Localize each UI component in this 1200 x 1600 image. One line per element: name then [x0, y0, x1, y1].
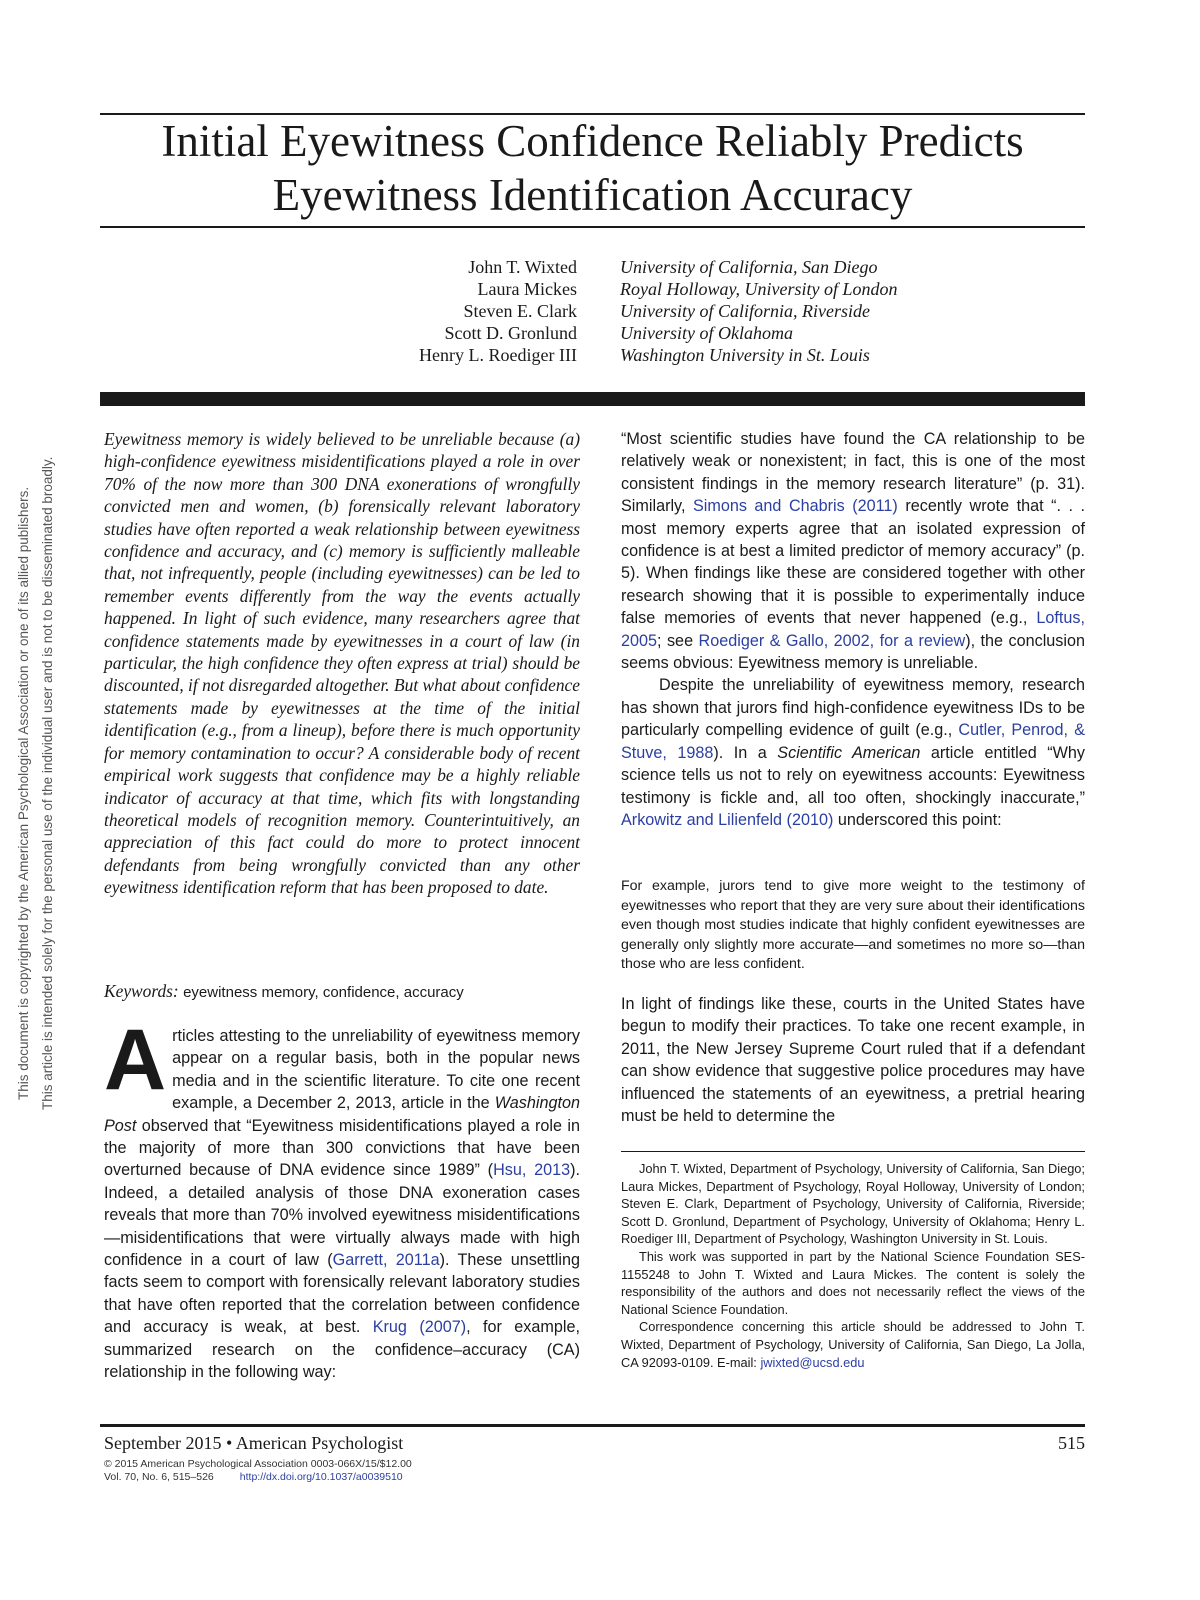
body-right-column-continued — [621, 993, 1085, 1127]
title-line-1: Initial Eyewitness Confidence Reliably Predicts — [161, 116, 1024, 166]
footer-rule — [100, 1424, 1085, 1427]
body-text: ; see — [657, 631, 699, 650]
body-paragraph: In light of findings like these, courts in the United States have begun to modify their practices. To take one recent example, in 2011, the New Jersey Supreme Court ruled that if a defendant can show evidence that suggestive police procedures may have influenced the statements of an eyewitness, a pretrial hearing must be held to determine the — [621, 995, 1085, 1126]
body-paragraph — [104, 1012, 581, 1384]
body-text: recently wrote that “. . . most memory experts agree that an isolated expression of confidence is at best a limited predictor of memory accuracy” (p. 5). When findings like these are considered together with other research showing that it is possible to experimentally induce false memories of events that never happened (e.g., — [621, 497, 1085, 628]
sidebar-line-1: This document is copyrighted by the American Psychological Association or one of its allied publishers. — [16, 486, 31, 1100]
body-text: ), the conclusion seems obvious: Eyewitness memory is unreliable. — [621, 631, 1086, 673]
author-affiliation: University of California, Riverside — [620, 301, 870, 321]
body-paragraph — [621, 674, 1085, 831]
body-text: Despite the unreliability of eyewitness memory, research has shown that jurors find high-confidence eyewitness IDs to be particularly compelling evidence of guilt (e.g., — [621, 676, 1085, 740]
body-text: underscored this point: — [833, 810, 1002, 829]
body-italic: Washington Post — [104, 1094, 580, 1135]
body-text: ). Indeed, a detailed analysis of those DNA exoneration cases reveals that more than 70% involved eyewitness misidentifications—misidentifications that were virtually always made with high confidence in a court of law ( — [104, 1161, 581, 1270]
footer-volume: Vol. 70, No. 6, 515–526 — [104, 1471, 214, 1483]
title-bottom-rule — [100, 226, 1085, 228]
drop-cap: A — [104, 1012, 167, 1108]
body-right-column — [621, 428, 1085, 831]
citation-link-simons[interactable]: Simons and Chabris (2011) — [692, 497, 898, 516]
author-footnotes — [621, 1160, 1085, 1371]
body-text: , for example, summarized research on the confidence–accuracy (CA) relationship in the following way: — [104, 1318, 580, 1382]
abstract-bar — [100, 392, 1085, 406]
body-text: “Most scientific studies have found the CA relationship to be relatively weak or nonexistent; in fact, this is one of the most consistent findings in the memory research literature” (p. 31). Similarly, — [621, 430, 1085, 516]
sidebar-line-2: This article is intended solely for the personal use of the individual user and is not to be disseminated broadly. — [40, 456, 55, 1110]
citation-link-roediger[interactable]: Roediger & Gallo, 2002, for a review — [698, 631, 966, 650]
author-name: Steven E. Clark — [463, 301, 577, 321]
footer-copyright: © 2015 American Psychological Association 0003-066X/15/$12.00 — [104, 1458, 412, 1470]
body-paragraph — [621, 428, 1085, 674]
email-link[interactable]: jwixted@ucsd.edu — [760, 1354, 865, 1370]
author-name: Laura Mickes — [477, 279, 577, 299]
body-italic: Scientific American — [777, 743, 921, 762]
author-name: Scott D. Gronlund — [444, 323, 577, 343]
page-number: 515 — [1058, 1433, 1085, 1453]
footnote-affiliations: John T. Wixted, Department of Psychology, University of California, San Diego; Laura Mickes, Department of Psychology, Royal Holloway, University of London; Steven E. Clark, Department of Psychology, University of California, Riverside; Scott D. Gronlund, Department of Psychology, University of Oklahoma; Henry L. Roediger III, Department of Psychology, Washington University in St. Louis. — [621, 1161, 1085, 1247]
body-text: ). In a — [713, 743, 778, 762]
citation-link-arkowitz[interactable]: Arkowitz and Lilienfeld (2010) — [621, 810, 834, 829]
copyright-sidebar — [10, 410, 70, 1110]
author-name: Henry L. Roediger III — [419, 345, 577, 365]
citation-link-loftus[interactable]: Loftus, 2005 — [621, 609, 1085, 650]
keywords-label: Keywords: — [104, 981, 179, 1001]
footer-publication-info — [104, 1458, 412, 1484]
author-affiliation: University of California, San Diego — [620, 257, 878, 277]
author-row — [0, 301, 1200, 323]
body-text: ). These unsettling facts seem to comport with forensically relevant laboratory studies that have often reported that the correlation between confidence and accuracy is weak, at best. — [104, 1251, 580, 1337]
footnote-text: Correspondence concerning this article should be addressed to John T. Wixted, Department of Psychology, University of California, San Diego, La Jolla, CA 92093-0109. E-mail: — [621, 1319, 1085, 1370]
author-affiliation: University of Oklahoma — [620, 323, 793, 343]
journal-footer: September 2015 • American Psychologist — [104, 1433, 404, 1453]
footnote-funding: This work was supported in part by the National Science Foundation SES-1155248 to John T. Wixted and Laura Mickes. The content is solely the responsibility of the authors and does not necessarily reflect the views of the National Science Foundation. — [621, 1248, 1085, 1317]
author-name: John T. Wixted — [468, 257, 577, 277]
citation-link-krug[interactable]: Krug (2007) — [372, 1318, 467, 1337]
author-row — [0, 279, 1200, 301]
block-quote: For example, jurors tend to give more weight to the testimony of eyewitnesses who report that they are very sure about their identifications even though most studies indicate that highly confident eyewitnesses are generally only slightly more accurate—and sometimes no more so—than those who are less confident. — [621, 878, 1085, 972]
page-title — [100, 114, 1085, 222]
doi-link[interactable]: http://dx.doi.org/10.1037/a0039510 — [239, 1471, 403, 1483]
footnote-correspondence — [621, 1318, 1085, 1371]
citation-link-garrett[interactable]: Garrett, 2011a — [332, 1251, 440, 1270]
footnote-rule — [621, 1151, 1085, 1152]
body-text: rticles attesting to the unreliability of eyewitness memory appear on a regular basis, both in the popular news media and in the scientific literature. To cite one recent example, a December 2, 2013, article in the — [172, 1027, 580, 1113]
author-affiliation: Washington University in St. Louis — [620, 345, 870, 365]
citation-link-cutler[interactable]: Cutler, Penrod, & Stuve, 1988 — [621, 721, 1085, 762]
body-text: observed that “Eyewitness misidentifications played a role in the majority of more than 300 convictions that have been overturned because of DNA evidence since 1989” ( — [104, 1116, 580, 1180]
keywords-text: eyewitness memory, confidence, accuracy — [183, 984, 464, 1001]
citation-link-hsu[interactable]: Hsu, 2013 — [493, 1161, 571, 1180]
footer-volume-line — [104, 1471, 412, 1484]
author-row — [0, 257, 1200, 279]
author-row — [0, 323, 1200, 345]
keywords — [104, 980, 580, 1004]
body-left-column — [104, 1012, 581, 1384]
title-line-2: Eyewitness Identification Accuracy — [272, 170, 913, 220]
author-row — [0, 345, 1200, 367]
author-affiliation: Royal Holloway, University of London — [620, 279, 898, 299]
body-text: article entitled “Why science tells us not to rely on eyewitness accounts: Eyewitness testimony is fickle and, all too often, shockingly inaccurate,” — [621, 743, 1085, 807]
abstract — [104, 428, 580, 899]
abstract-text: Eyewitness memory is widely believed to be unreliable because (a) high-confidence eyewitness misidentifications played a role in over 70% of the now more than 300 DNA exonerations of wrongfully convicted men and women, (b) forensically relevant laboratory studies have often reported a weak relationship between eyewitness confidence and accuracy, and (c) memory is sufficiently malleable that, not infrequently, people (including eyewitnesses) can be led to remember events differently from the way the events actually happened. In light of such evidence, many researchers agree that confidence statements made by eyewitnesses in a court of law (in particular, the high confidence they often express at trial) should be discounted, if not disregarded altogether. But what about confidence statements made by eyewitnesses at the time of the initial identification (e.g., from a lineup), before there is much opportunity for memory contamination to occur? A considerable body of recent empirical work suggests that confidence may be a highly reliable indicator of accuracy at that time, which fits with longstanding theoretical models of recognition memory. Counterintuitively, an appreciation of this fact could do more to protect innocent defendants from being wrongfully convicted than any other eyewitness identification reform that has been proposed to date. — [104, 429, 580, 898]
